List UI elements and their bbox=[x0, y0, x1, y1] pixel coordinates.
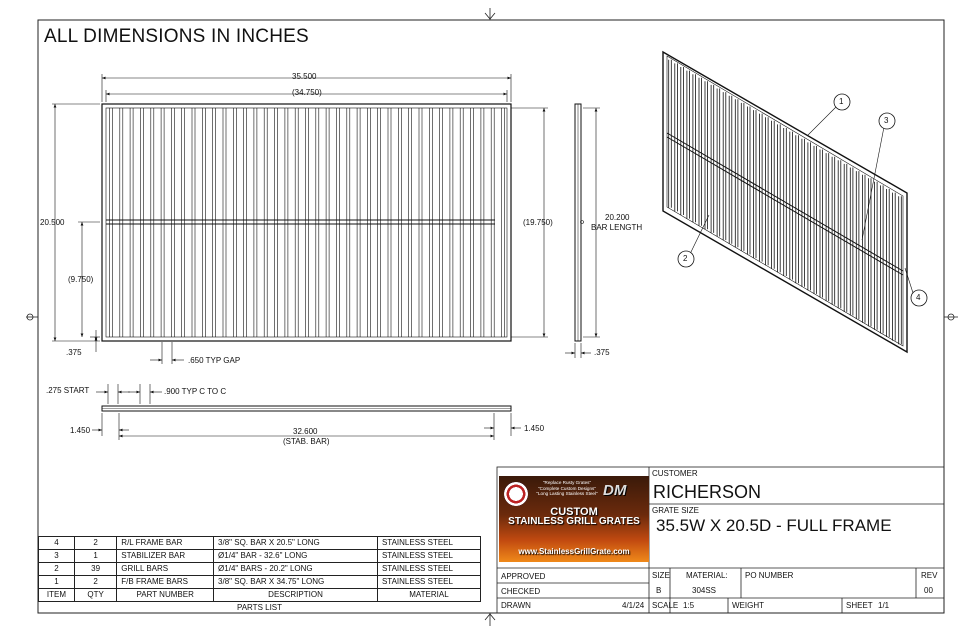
dim-side-height-note: BAR LENGTH bbox=[591, 223, 643, 232]
material-value: 304SS bbox=[692, 586, 717, 595]
dim-overall-width: 35.500 bbox=[292, 72, 317, 81]
size-value: B bbox=[656, 586, 662, 595]
dim-spacing: .900 TYP C TO C bbox=[164, 387, 227, 396]
stabilizer-view bbox=[102, 406, 511, 411]
parts-cell: ITEM bbox=[39, 589, 75, 602]
parts-list-caption: PARTS LIST bbox=[236, 603, 283, 612]
rev-value: 00 bbox=[924, 586, 933, 595]
balloon-2-number: 2 bbox=[683, 254, 688, 263]
dim-overall-depth: 20.500 bbox=[40, 218, 65, 227]
dim-stab-length: 32.600 bbox=[293, 427, 318, 436]
parts-cell: F/B FRAME BARS bbox=[117, 576, 214, 589]
parts-row bbox=[39, 537, 481, 550]
approved-label: APPROVED bbox=[501, 572, 546, 581]
dim-left-offset: 1.450 bbox=[70, 426, 91, 435]
parts-cell: QTY bbox=[74, 589, 116, 602]
sheet-label: SHEET bbox=[846, 601, 873, 610]
parts-cell: STABILIZER BAR bbox=[117, 550, 214, 563]
balloon-3-number: 3 bbox=[884, 116, 889, 125]
parts-cell: 1 bbox=[39, 576, 75, 589]
side-view-dimensions bbox=[565, 108, 600, 358]
parts-cell: Ø1/4" BARS - 20.2" LONG bbox=[214, 563, 378, 576]
drawing-units-note: ALL DIMENSIONS IN INCHES bbox=[44, 26, 309, 47]
parts-cell: GRILL BARS bbox=[117, 563, 214, 576]
size-label: SIZE bbox=[652, 571, 670, 580]
grate-size-value: 35.5W X 20.5D - FULL FRAME bbox=[656, 516, 892, 535]
logo-brand-text: STAINLESS GRILL GRATES bbox=[508, 516, 640, 527]
parts-cell: MATERIAL bbox=[377, 589, 480, 602]
dim-start: .275 START bbox=[46, 386, 90, 395]
dim-side-thickness: .375 bbox=[594, 348, 610, 357]
side-view-grate bbox=[575, 104, 584, 341]
parts-cell: 3/8" SQ. BAR X 34.75" LONG bbox=[214, 576, 378, 589]
sheet-value: 1/1 bbox=[878, 601, 890, 610]
parts-cell: PART NUMBER bbox=[117, 589, 214, 602]
parts-cell: Ø1/4" BAR - 32.6" LONG bbox=[214, 550, 378, 563]
dim-side-height: 20.200 bbox=[605, 213, 630, 222]
parts-list-table bbox=[38, 536, 481, 614]
dim-inner-width: (34.750) bbox=[292, 88, 322, 97]
logo-custom-text: CUSTOM bbox=[550, 506, 598, 518]
scale-label: SCALE bbox=[652, 601, 679, 610]
checked-label: CHECKED bbox=[501, 587, 541, 596]
dim-stab-offset: (9.750) bbox=[68, 275, 94, 284]
parts-row bbox=[39, 550, 481, 563]
parts-cell: 3 bbox=[39, 550, 75, 563]
customer-label: CUSTOMER bbox=[652, 469, 698, 478]
logo-url-text: www.StainlessGrillGrate.com bbox=[518, 547, 630, 556]
balloon-4-number: 4 bbox=[916, 293, 921, 302]
balloon-1-number: 1 bbox=[839, 97, 844, 106]
parts-cell: 39 bbox=[74, 563, 116, 576]
dim-right-offset: 1.450 bbox=[524, 424, 545, 433]
scale-value: 1:5 bbox=[683, 601, 695, 610]
parts-cell: 1 bbox=[74, 550, 116, 563]
dim-gap: .650 TYP GAP bbox=[188, 356, 241, 365]
parts-caption-row bbox=[39, 602, 481, 615]
parts-cell: STAINLESS STEEL bbox=[377, 563, 480, 576]
dim-stab-length-note: (STAB. BAR) bbox=[283, 437, 330, 446]
parts-header-row bbox=[39, 589, 481, 602]
parts-cell: R/L FRAME BAR bbox=[117, 537, 214, 550]
usa-badge-icon bbox=[504, 482, 528, 506]
parts-cell: STAINLESS STEEL bbox=[377, 576, 480, 589]
parts-row bbox=[39, 563, 481, 576]
drawn-date: 4/1/24 bbox=[622, 601, 645, 610]
parts-cell: 2 bbox=[74, 537, 116, 550]
parts-cell: 4 bbox=[39, 537, 75, 550]
parts-row bbox=[39, 576, 481, 589]
grate-size-label: GRATE SIZE bbox=[652, 506, 699, 515]
dim-frame-offset: .375 bbox=[66, 348, 82, 357]
dim-inner-depth: (19.750) bbox=[523, 218, 553, 227]
isometric-view bbox=[663, 52, 907, 352]
parts-cell: STAINLESS STEEL bbox=[377, 550, 480, 563]
parts-cell: DESCRIPTION bbox=[214, 589, 378, 602]
customer-name: RICHERSON bbox=[653, 482, 762, 502]
parts-cell: 2 bbox=[74, 576, 116, 589]
logo-taglines: "Replace Rusty Grates" "Complete Custom Designs" "Long Lasting Stainless Steel" bbox=[536, 480, 598, 496]
po-number-label: PO NUMBER bbox=[745, 571, 794, 580]
logo-mark: DM bbox=[603, 482, 627, 499]
drawn-label: DRAWN bbox=[501, 601, 531, 610]
parts-cell: STAINLESS STEEL bbox=[377, 537, 480, 550]
material-label: MATERIAL: bbox=[686, 571, 728, 580]
rev-label: REV bbox=[921, 571, 938, 580]
front-view-grate bbox=[102, 104, 511, 341]
company-logo bbox=[499, 476, 649, 562]
weight-label: WEIGHT bbox=[732, 601, 764, 610]
parts-cell: 3/8" SQ. BAR X 20.5" LONG bbox=[214, 537, 378, 550]
parts-cell: 2 bbox=[39, 563, 75, 576]
